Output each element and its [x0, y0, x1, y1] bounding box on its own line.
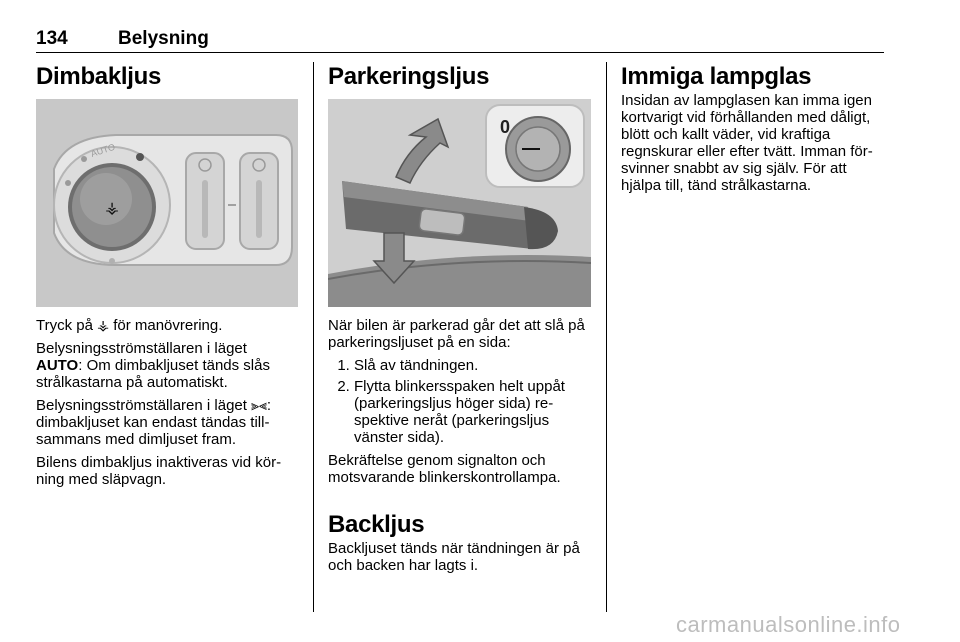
- paragraph-trailer: Bilens dimbakljus inaktiveras vid körning med släpvagn.: [36, 454, 282, 488]
- paragraph-auto: Belysningsströmställaren i läget AUTO: Om dimbakljuset tänds slås strålkastarna på automatiskt.: [36, 340, 270, 391]
- fog-light-icon: ⚶: [105, 198, 119, 217]
- turn-signal-lever-illustration: [328, 99, 591, 307]
- paragraph-misty: Insidan av lampglasen kan imma igen kortvarigt vid förhållanden med dåligt, blött och kallt väder, vid kraftiga regnskurar eller efter tvätt. Imman försvinner snabbt av sig själv. För att hjälpa till, tänd strålkastarna.: [621, 92, 873, 194]
- list-item: 1. Slå av tändningen.: [354, 357, 594, 374]
- section-title: Dimbakljus: [36, 63, 162, 90]
- section-title-reverse: Backljus: [328, 511, 425, 538]
- auto-mode-label: AUTO: [36, 357, 79, 374]
- knob-position-zero: 0: [500, 117, 511, 137]
- paragraph-reverse: Backljuset tänds när tändningen är på och backen har lagts i.: [328, 540, 580, 574]
- column-misty-lens: [621, 62, 889, 200]
- step-list: [328, 357, 594, 446]
- paragraph-confirm: Bekräftelse genom signalton och motsvarande blinkerskontrollampa.: [328, 452, 561, 486]
- paragraph-front-fog: Belysningsströmställaren i läget ⫸⫷: dimbakljuset kan endast tändas tillsammans med dimljuset fram.: [36, 397, 272, 448]
- page-header: [36, 26, 884, 53]
- column-parking-light: [328, 62, 594, 580]
- chapter-title: Belysning: [118, 28, 209, 49]
- paragraph-intro: När bilen är parkerad går det att slå på parkeringsljuset på en sida:: [328, 317, 585, 351]
- section-title: Parkeringsljus: [328, 63, 490, 90]
- section-title: Immiga lampglas: [621, 63, 812, 90]
- front-fog-icon: ⫸⫷: [251, 397, 267, 413]
- column-fog-light: [36, 62, 304, 494]
- list-item: 2. Flytta blinkersspaken helt uppåt (parkeringsljus höger sida) respektive neråt (parkeringsljus vänster sida).: [354, 378, 594, 446]
- column-divider: [606, 62, 607, 612]
- watermark: carmanualsonline.info: [676, 612, 901, 637]
- column-divider: [313, 62, 314, 612]
- auto-label: AUTO: [89, 141, 117, 159]
- fog-light-icon: ⚶: [97, 317, 110, 333]
- paragraph-press: Tryck på ⚶ för manövrering.: [36, 317, 223, 334]
- light-switch-illustration: [36, 99, 298, 307]
- page-number: 134: [36, 28, 68, 49]
